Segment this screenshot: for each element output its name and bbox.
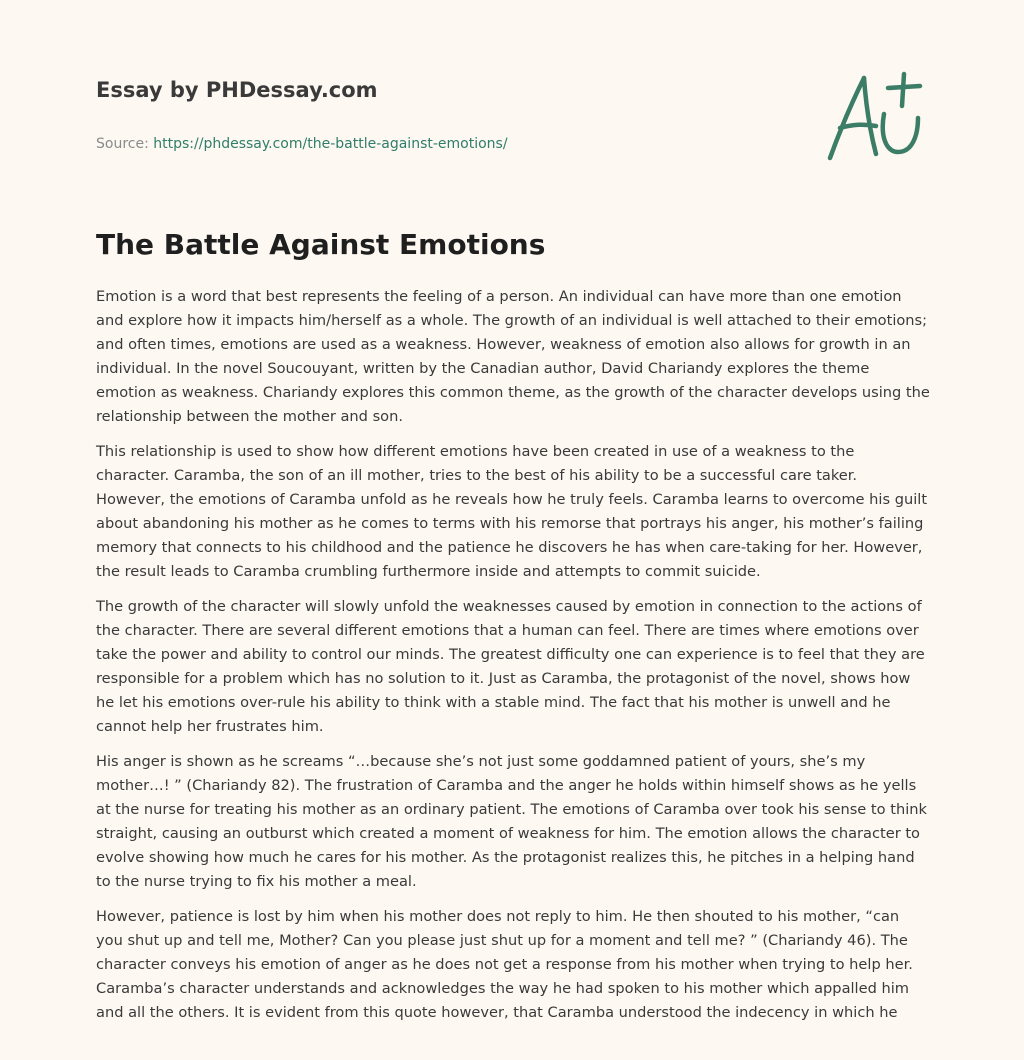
- essay-header: [96, 76, 796, 154]
- article-body: [96, 285, 930, 1036]
- paragraph: However, patience is lost by him when his mother does not reply to him. He then shouted to his mother, “can you shut up and tell me, Mother? Can you please just shut up for a moment and tell me? ” (Chariandy 46). The character conveys his emotion of anger as he does not get a response from his mother when trying to help her. Caramba’s character understands and acknowledges the way he had spoken to his mother which appalled him and all the others. It is evident from this quote however, that Caramba understood the indecency in which he: [96, 908, 913, 1021]
- a-plus-logo-icon: [820, 66, 930, 166]
- paragraph: This relationship is used to show how different emotions have been created in use of a weakness to the character. Caramba, the son of an ill mother, tries to the best of his ability to be a successful care taker. However, the emotions of Caramba unfold as he reveals how he truly feels. Caramba learns to overcome his guilt about abandoning his mother as he comes to terms with his remorse that portrays his anger, his mother’s failing memory that connects to his childhood and the patience he discovers he has when care-taking for her. However, the result leads to Caramba crumbling furthermore inside and attempts to commit suicide.: [96, 443, 928, 580]
- site-brand: Essay by PHDessay.com: [96, 78, 378, 102]
- paragraph: His anger is shown as he screams “…because she’s not just some goddamned patient of yours, she’s my mother…! ” (Chariandy 82). The frustration of Caramba and the anger he holds within himself shows as he yells at the nurse for treating his mother as an ordinary patient. The emotions of Caramba over took his sense to think straight, causing an outburst which created a moment of weakness for him. The emotion allows the character to evolve showing how much he cares for his mother. As the protagonist realizes this, he pitches in a helping hand to the nurse trying to fix his mother a meal.: [96, 753, 927, 890]
- paragraph: The growth of the character will slowly unfold the weaknesses caused by emotion in connection to the actions of the character. There are several different emotions that a human can feel. There are times where emotions over take the power and ability to control our minds. The greatest difficulty one can experience is to feel that they are responsible for a problem which has no solution to it. Just as Caramba, the protagonist of the novel, shows how he let his emotions over-rule his ability to think with a stable mind. The fact that his mother is unwell and he cannot help her frustrates him.: [96, 598, 925, 735]
- source-link[interactable]: https://phdessay.com/the-battle-against-emotions/: [153, 136, 508, 152]
- source-line: [96, 134, 796, 154]
- source-label: Source:: [96, 136, 149, 152]
- article-title: The Battle Against Emotions: [96, 228, 546, 261]
- paragraph: Emotion is a word that best represents the feeling of a person. An individual can have more than one emotion and explore how it impacts him/herself as a whole. The growth of an individual is well attached to their emotions; and often times, emotions are used as a weakness. However, weakness of emotion also allows for growth in an individual. In the novel Soucouyant, written by the Canadian author, David Chariandy explores the theme emotion as weakness. Chariandy explores this common theme, as the growth of the character develops using the relationship between the mother and son.: [96, 288, 930, 425]
